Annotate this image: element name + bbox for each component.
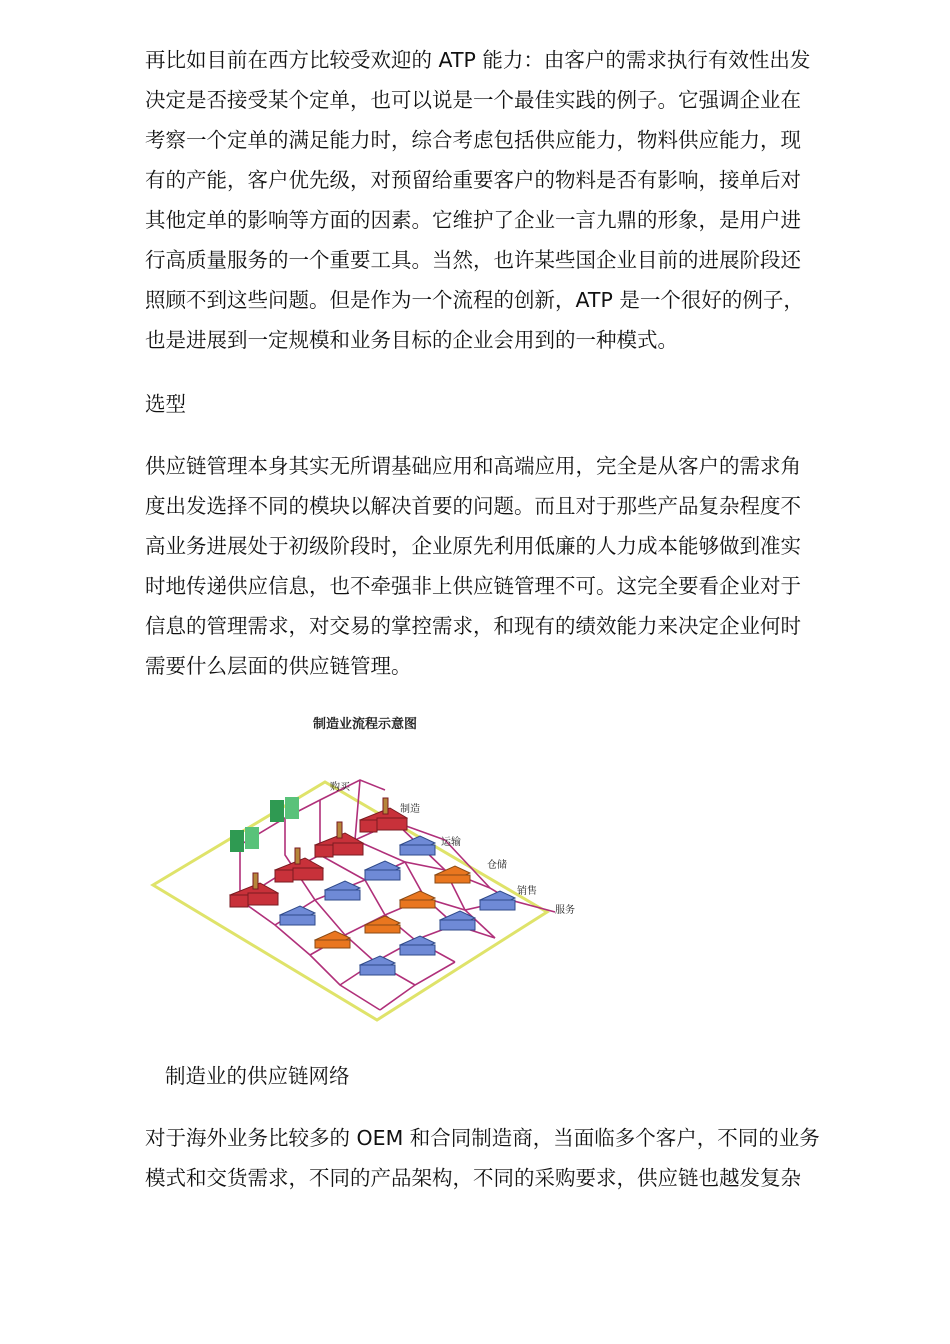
- supplier-icons: [230, 797, 299, 852]
- text-line: 有的产能，客户优先级，对预留给重要客户的物料是否有影响，接单后对: [145, 168, 801, 192]
- label-transport: 运输: [441, 837, 461, 848]
- figure-title: 制造业流程示意图: [312, 717, 418, 732]
- text-line: 信息的管理需求，对交易的掌控需求，和现有的绩效能力来决定企业何时: [145, 614, 801, 638]
- label-warehouse: 仓储: [487, 860, 507, 871]
- figure-caption: 制造业的供应链网络: [165, 1064, 350, 1088]
- supply-chain-diagram: [145, 700, 595, 1040]
- text-line: 其他定单的影响等方面的因素。它维护了企业一言九鼎的形象，是用户进: [145, 208, 801, 232]
- text-line: 考察一个定单的满足能力时，综合考虑包括供应能力，物料供应能力，现: [145, 128, 801, 152]
- paragraph-atp: [145, 40, 885, 360]
- text-line: 再比如目前在西方比较受欢迎的 ATP 能力：由客户的需求执行有效性出发: [145, 48, 811, 72]
- text-line: 度出发选择不同的模块以解决首要的问题。而且对于那些产品复杂程度不: [145, 494, 801, 518]
- label-manufacture: 制造: [400, 804, 420, 815]
- label-sales: 销售: [517, 886, 537, 897]
- section-heading: 选型: [145, 392, 186, 416]
- factory-icons: [230, 798, 407, 907]
- label-service: 服务: [555, 905, 575, 916]
- text-line: 高业务进展处于初级阶段时，企业原先利用低廉的人力成本能够做到准实: [145, 534, 801, 558]
- text-line: 照顾不到这些问题。但是作为一个流程的创新，ATP 是一个很好的例子，: [145, 288, 804, 312]
- label-purchase: 购买: [330, 782, 350, 793]
- text-line: 行高质量服务的一个重要工具。当然，也许某些国企业目前的进展阶段还: [145, 248, 801, 272]
- text-line: 供应链管理本身其实无所谓基础应用和高端应用，完全是从客户的需求角: [145, 454, 801, 478]
- text-line: 对于海外业务比较多的 OEM 和合同制造商，当面临多个客户，不同的业务: [145, 1126, 820, 1150]
- text-line: 需要什么层面的供应链管理。: [145, 654, 412, 678]
- paragraph-oem: [145, 1118, 885, 1198]
- text-line: 模式和交货需求，不同的产品架构，不同的采购要求，供应链也越发复杂: [145, 1166, 801, 1190]
- text-line: 决定是否接受某个定单，也可以说是一个最佳实践的例子。它强调企业在: [145, 88, 801, 112]
- paragraph-selection: [145, 446, 885, 686]
- text-line: 也是进展到一定规模和业务目标的企业会用到的一种模式。: [145, 328, 678, 352]
- text-line: 时地传递供应信息，也不牵强非上供应链管理不可。这完全要看企业对于: [145, 574, 801, 598]
- supply-chain-figure: [145, 700, 595, 1040]
